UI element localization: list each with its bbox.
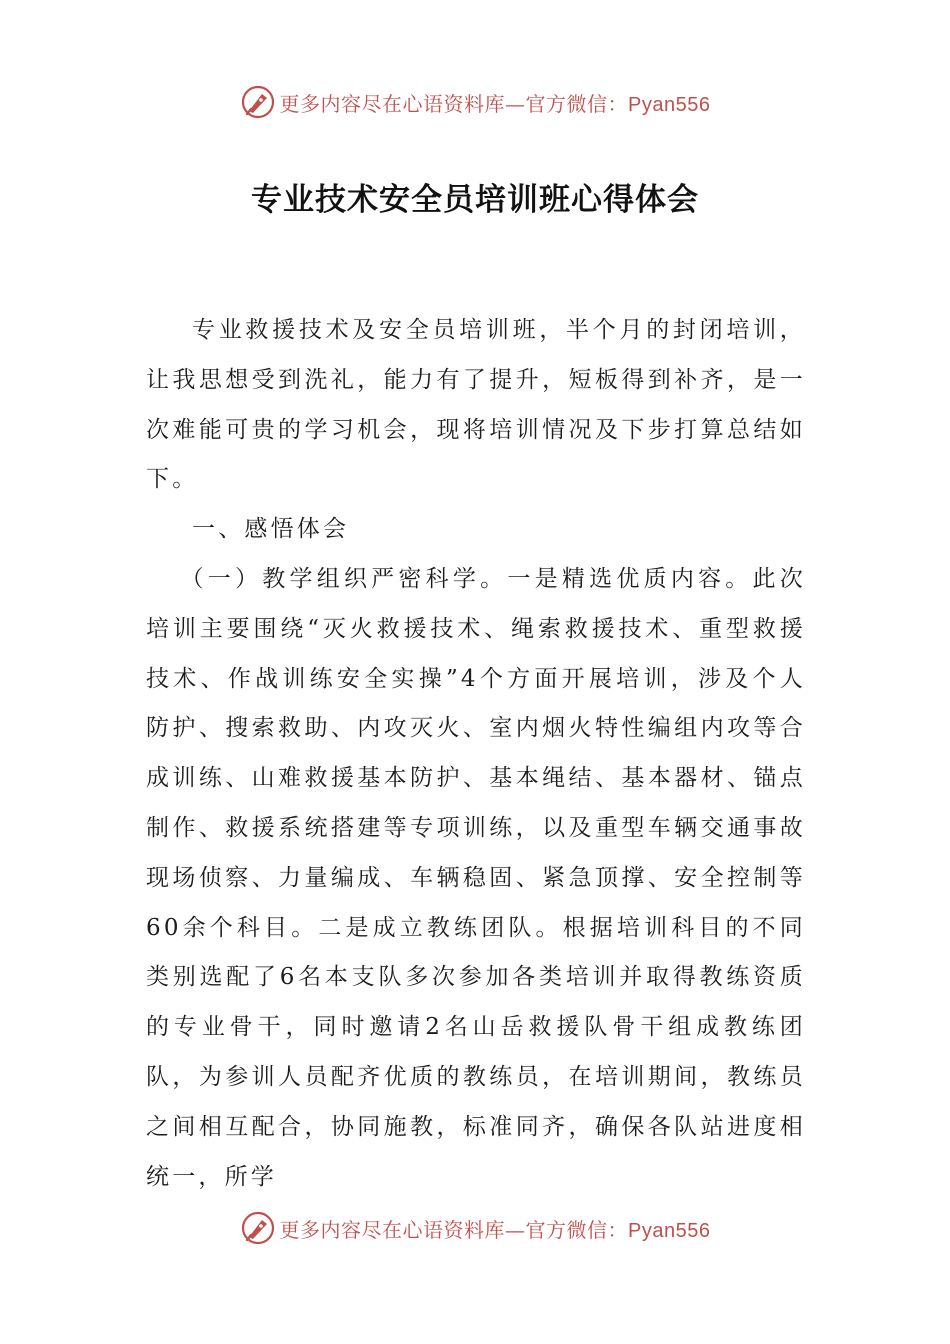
- document-title: 专业技术安全员培训班心得体会: [251, 182, 699, 218]
- pen-nib-logo-icon: [240, 84, 276, 120]
- footer-banner-main: 更多内容尽在心语资料库—官方微信：: [279, 1217, 629, 1242]
- header-banner-text: [280, 88, 711, 117]
- intro-paragraph: 专业救援技术及安全员培训班，半个月的封闭培训，让我思想受到洗礼，能力有了提升，短板得到补齐，是一次难能可贵的学习机会，现将培训情况及下步打算总结如下。: [146, 317, 806, 493]
- footer-banner-wechat: Pyan556: [628, 1219, 711, 1242]
- header-banner-wechat: Pyan556: [628, 93, 711, 116]
- pen-nib-logo-icon: [240, 1210, 276, 1246]
- header-banner: [0, 80, 950, 124]
- section-heading: 一、感悟体会: [192, 516, 350, 543]
- section-paragraph: （一）教学组织严密科学。一是精选优质内容。此次培训主要围绕“灭火救援技术、绳索救援技术、重型救援技术、作战训练安全实操”4个方面开展培训，涉及个人防护、搜索救助、内攻灭火、室内烟火特性编组内攻等合成训练、山难救援基本防护、基本绳结、基本器材、锚点制作、救援系统搭建等专项训练，以及重型车辆交通事故现场侦察、力量编成、车辆稳固、紧急顶撑、安全控制等60余个科目。二是成立教练团队。根据培训科目的不同类别选配了6名本支队多次参加各类培训并取得教练资质的专业骨干，同时邀请2名山岳救援队骨干组成教练团队，为参训人员配齐优质的教练员，在培训期间，教练员之间相互配合，协同施教，标准同齐，确保各队站进度相统一，所学: [146, 565, 806, 1190]
- document-body: [146, 306, 806, 1202]
- header-banner-main: 更多内容尽在心语资料库—官方微信：: [279, 91, 629, 116]
- footer-banner: [0, 1206, 950, 1250]
- footer-banner-text: [280, 1214, 711, 1243]
